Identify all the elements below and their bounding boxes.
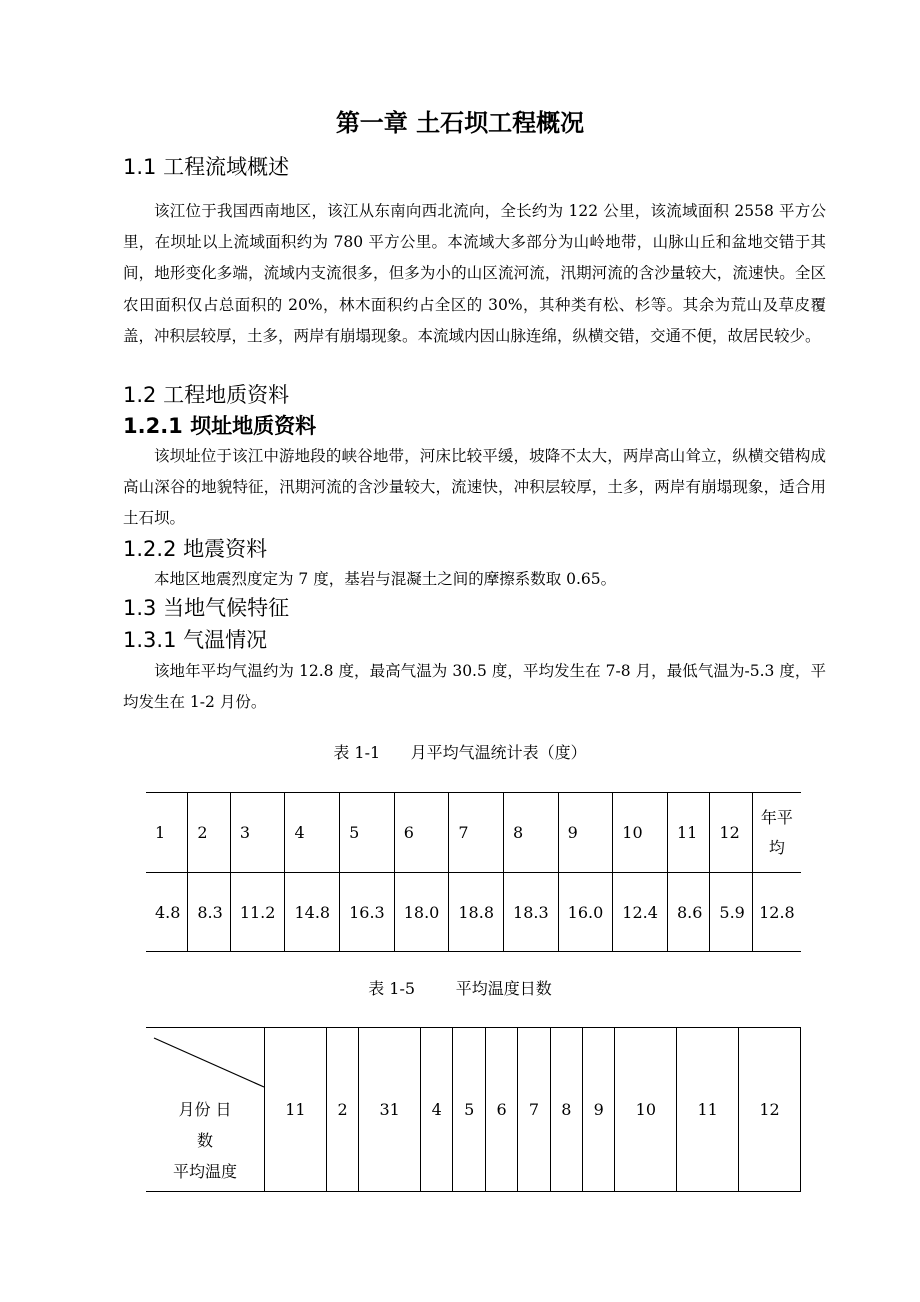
table-header-cell: 4 — [285, 793, 340, 873]
section-heading-1-2-2: 1.2.2 地震资料 — [123, 537, 268, 561]
table-cell: 18.3 — [504, 873, 559, 952]
corner-label — [146, 1094, 264, 1191]
table-cell: 14.8 — [285, 873, 340, 952]
table-row — [146, 1028, 801, 1192]
table-header-cell: 6 — [394, 793, 449, 873]
monthly-temperature-table — [146, 792, 801, 952]
table-cell: 8.6 — [667, 873, 709, 952]
table-cell: 2 — [326, 1028, 358, 1192]
table-cell: 12.4 — [613, 873, 668, 952]
section-heading-1-3-1: 1.3.1 气温情况 — [123, 628, 268, 652]
table-cell: 11 — [677, 1028, 739, 1192]
table-cell: 8 — [550, 1028, 582, 1192]
table-header-cell: 9 — [558, 793, 613, 873]
table-cell: 16.3 — [340, 873, 395, 952]
table-corner-header — [146, 1028, 265, 1192]
paragraph-watershed-overview: 该江位于我国西南地区，该江从东南向西北流向，全长约为 122 公里，该流域面积 2558 平方公里，在坝址以上流域面积约为 780 平方公里。本流域大多部分为山岭地带，山脉山丘和盆地交错于其间，地形变化多端，流域内支流很多，但多为小的山区流河流，汛期河流的含沙量较大，流速快。全区农田面积仅占总面积的 20%，林木面积约占全区的 30%，其种类有松、杉等。其余为荒山及草皮覆盖，冲积层较厚，土多，两岸有崩塌现象。本流域内因山脉连绵，纵横交错，交通不便，故居民较少。 — [123, 202, 826, 345]
diagonal-divider — [146, 1028, 264, 1088]
table-header-cell: 12 — [710, 793, 752, 873]
table2-caption: 表 1-5 平均温度日数 — [368, 979, 552, 998]
chapter-title: 第一章 土石坝工程概况 — [335, 109, 585, 137]
annual-average-label: 年平均 — [760, 807, 793, 857]
corner-label-line: 月份 日 — [178, 1100, 232, 1119]
table-cell: 18.0 — [394, 873, 449, 952]
table-header-cell: 1 — [146, 793, 188, 873]
table-cell: 8.3 — [188, 873, 230, 952]
table-header-cell: 8 — [504, 793, 559, 873]
table-cell: 9 — [583, 1028, 615, 1192]
table-cell: 11.2 — [230, 873, 285, 952]
paragraph-dam-site-geology: 该坝址位于该江中游地段的峡谷地带，河床比较平缓，坡降不太大，两岸高山耸立，纵横交错构成高山深谷的地貌特征，汛期河流的含沙量较大，流速快，冲积层较厚，土多，两岸有崩塌现象，适合用土石坝。 — [123, 447, 826, 528]
section-heading-1-2-1: 1.2.1 坝址地质资料 — [123, 414, 317, 438]
table-cell: 5 — [453, 1028, 485, 1192]
table-row — [146, 793, 801, 873]
table-cell: 12 — [739, 1028, 801, 1192]
table-header-cell: 7 — [449, 793, 504, 873]
table-cell: 5.9 — [710, 873, 752, 952]
average-temperature-days-table — [146, 1027, 801, 1192]
table-cell: 4 — [421, 1028, 453, 1192]
table-cell: 18.8 — [449, 873, 504, 952]
table-cell: 10 — [615, 1028, 677, 1192]
section-heading-1-2: 1.2 工程地质资料 — [123, 383, 290, 407]
table-cell: 31 — [359, 1028, 421, 1192]
table-header-cell: 2 — [188, 793, 230, 873]
table-cell: 7 — [518, 1028, 550, 1192]
corner-label-line: 数 — [196, 1131, 213, 1150]
table-row — [146, 873, 801, 952]
table-cell: 12.8 — [752, 873, 801, 952]
paragraph-seismic-data: 本地区地震烈度定为 7 度，基岩与混凝土之间的摩擦系数取 0.65。 — [154, 570, 617, 588]
table-header-cell: 5 — [340, 793, 395, 873]
table1-caption: 表 1-1 月平均气温统计表（度） — [333, 743, 587, 762]
table-cell: 11 — [265, 1028, 327, 1192]
table-cell: 6 — [485, 1028, 517, 1192]
corner-label-line: 平均温度 — [172, 1162, 237, 1181]
table-header-cell-annual — [752, 793, 801, 873]
section-heading-1-3: 1.3 当地气候特征 — [123, 596, 290, 620]
table-cell: 16.0 — [558, 873, 613, 952]
table-header-cell: 3 — [230, 793, 285, 873]
section-heading-1-1: 1.1 工程流域概述 — [123, 155, 290, 179]
table-cell: 4.8 — [146, 873, 188, 952]
table-header-cell: 10 — [613, 793, 668, 873]
paragraph-temperature: 该地年平均气温约为 12.8 度，最高气温为 30.5 度，平均发生在 7-8 月，最低气温为-5.3 度，平均发生在 1-2 月份。 — [123, 662, 826, 712]
table-header-cell: 11 — [667, 793, 709, 873]
